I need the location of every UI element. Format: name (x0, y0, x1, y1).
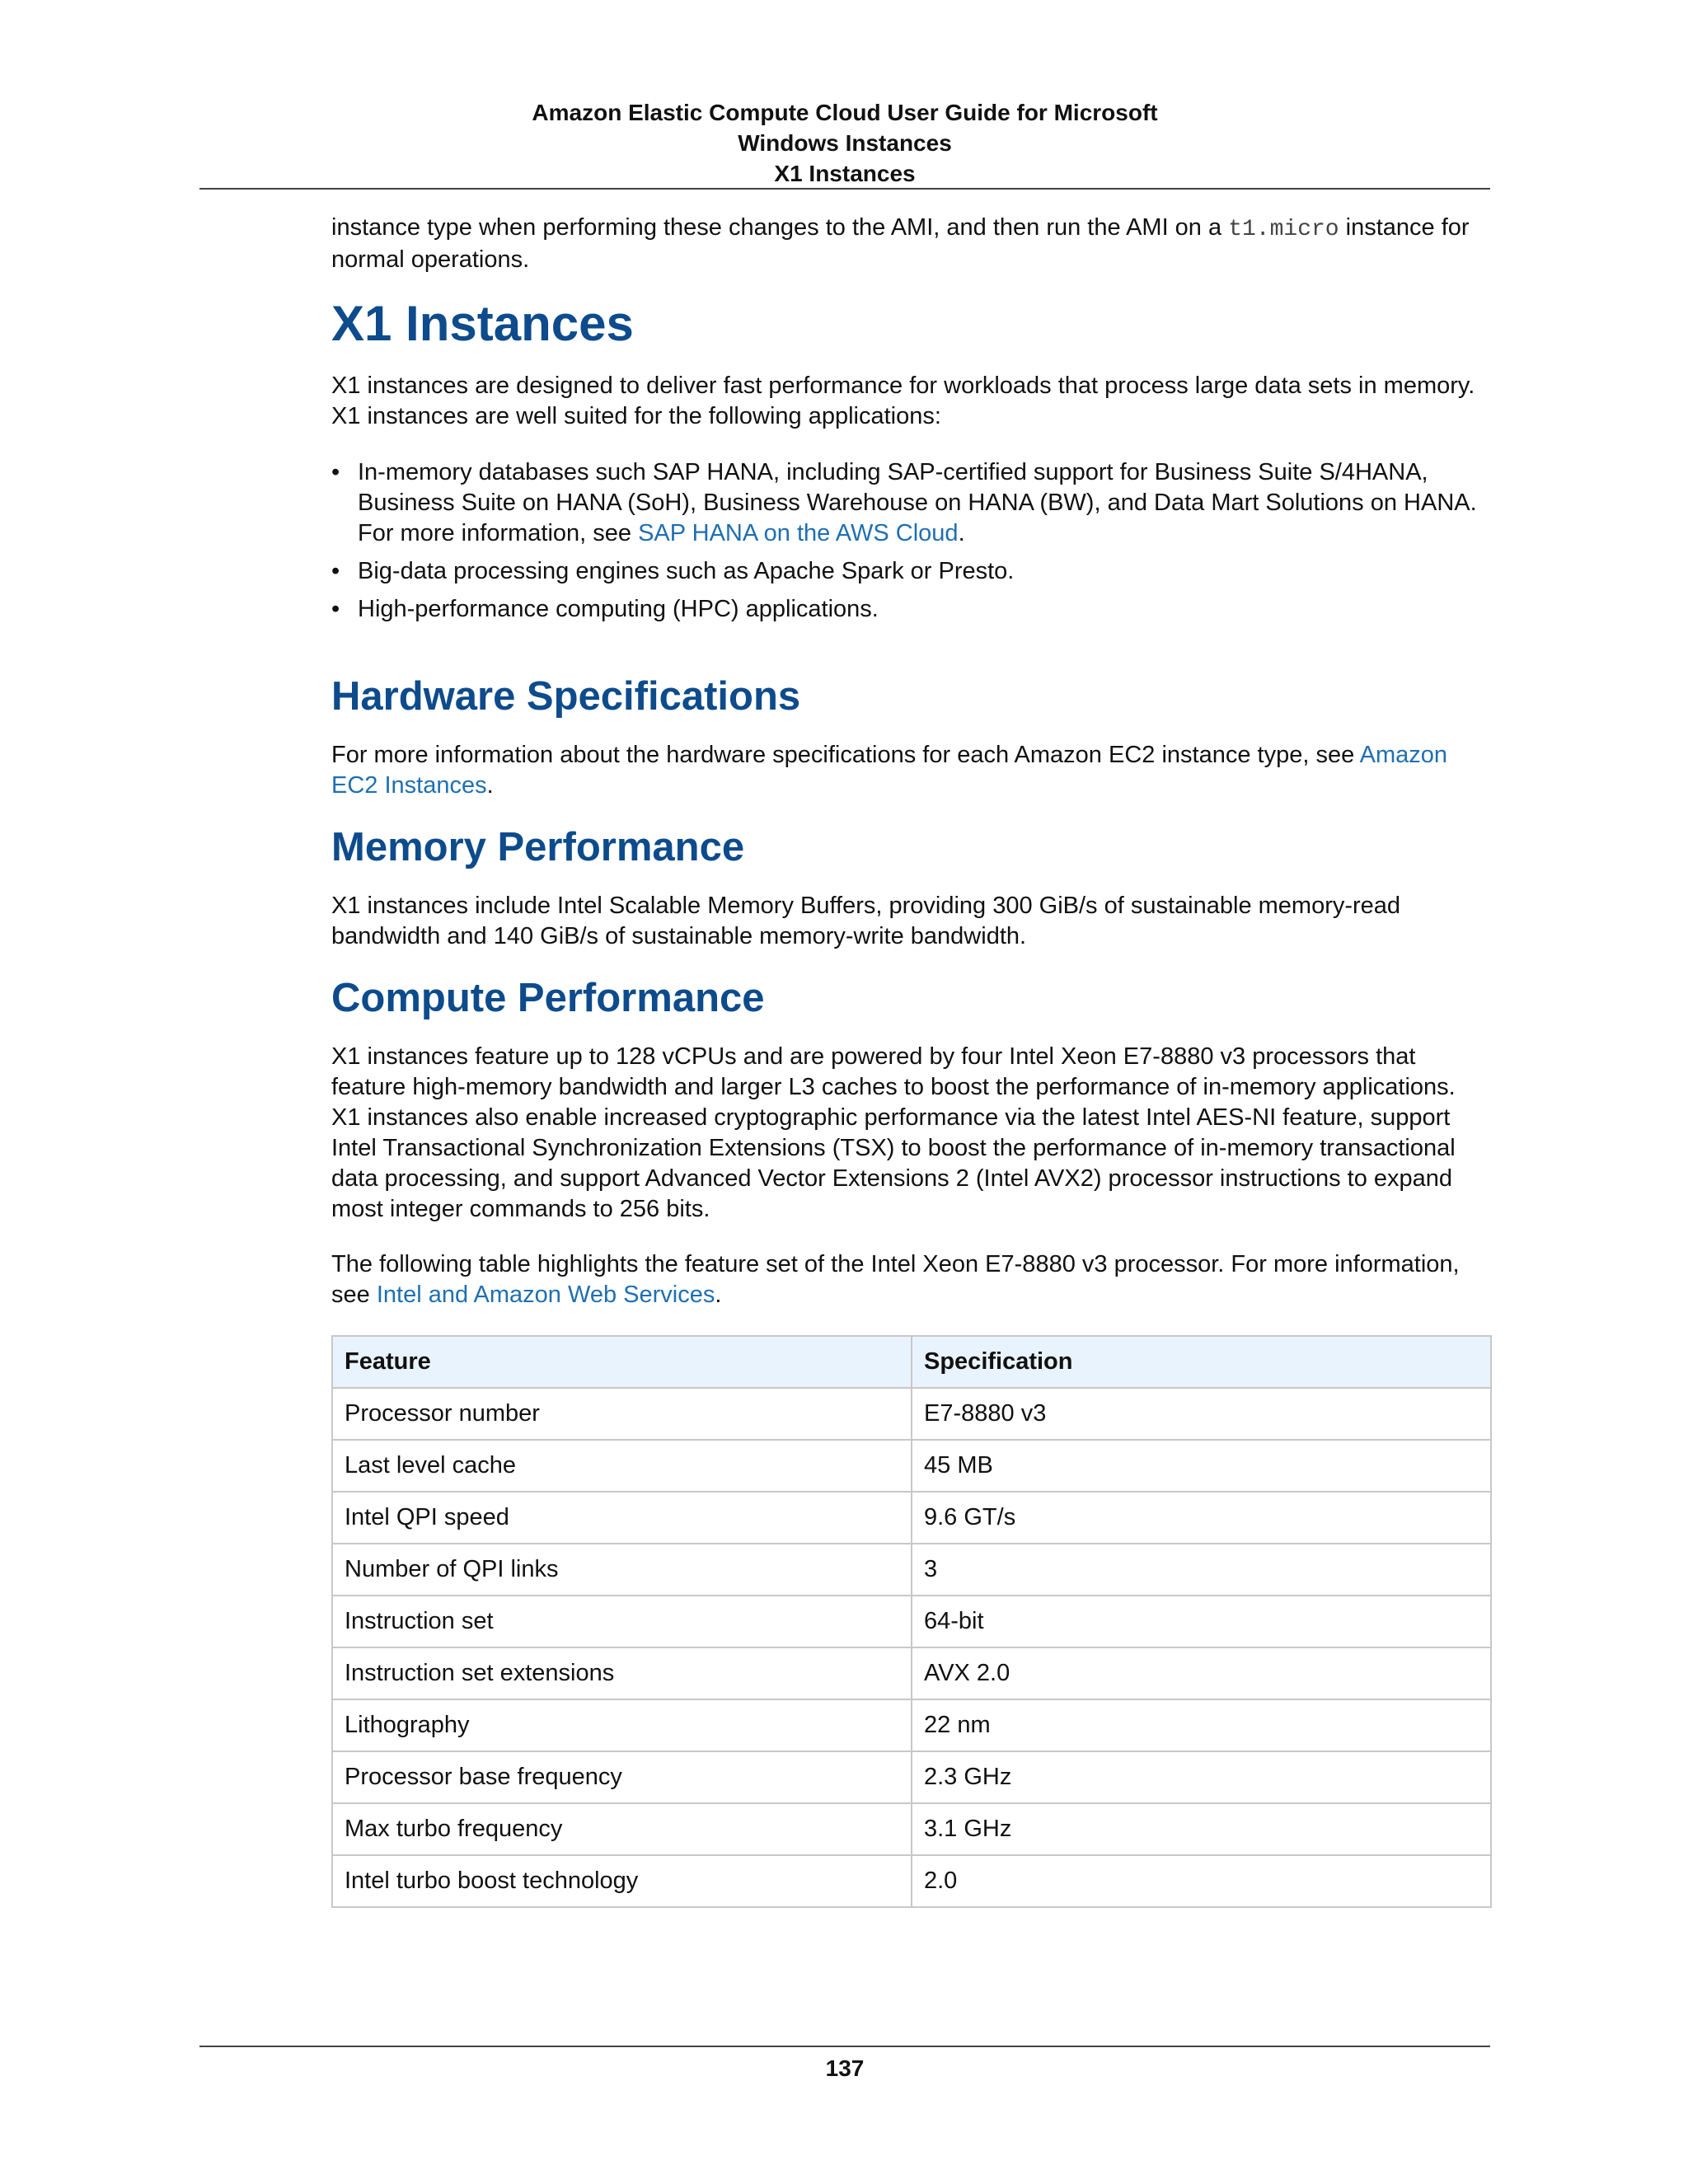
feature-cell: Intel turbo boost technology (332, 1855, 912, 1907)
compute-heading: Compute Performance (331, 976, 765, 1020)
table-row (332, 1388, 1491, 1440)
table-row (332, 1647, 1491, 1699)
specification-cell: 3 (912, 1544, 1491, 1596)
bullet-icon: • (331, 459, 340, 485)
memory-paragraph: X1 instances include Intel Scalable Memory Buffers, providing 300 GiB/s of sustainable memory-read bandwidth and 140 GiB/s of sustainable memory-write bandwidth. (331, 893, 1401, 949)
sap-hana-link[interactable]: SAP HANA on the AWS Cloud (638, 520, 959, 546)
feature-cell: Processor number (332, 1388, 912, 1440)
intro-paragraph (331, 213, 1490, 275)
feature-cell: Instruction set (332, 1596, 912, 1647)
x1-description: X1 instances are designed to deliver fast performance for workloads that process large data sets in memory. X1 instances are well suited for the following applications: (331, 373, 1475, 429)
header-guide-title: Amazon Elastic Compute Cloud User Guide for Microsoft (532, 100, 1158, 125)
intro-text-end: instance for normal operations. (331, 214, 1470, 273)
hardware-heading: Hardware Specifications (331, 674, 801, 719)
specification-cell: E7-8880 v3 (912, 1388, 1491, 1440)
table-row (332, 1492, 1491, 1544)
table-header-row (332, 1336, 1491, 1388)
table-intro-text: The following table highlights the feature set of the Intel Xeon E7-8880 v3 processor. For more information, see (331, 1251, 1460, 1308)
feature-cell: Intel QPI speed (332, 1492, 912, 1544)
page-title: X1 Instances (331, 296, 634, 351)
intro-text-start: instance type when performing these changes to the AMI, and then run the AMI on a (331, 214, 1229, 241)
header-divider (199, 188, 1490, 190)
table-row (332, 1855, 1491, 1907)
specification-cell: 3.1 GHz (912, 1803, 1491, 1855)
table-row (332, 1440, 1491, 1492)
bullet-icon: • (331, 558, 340, 584)
specification-cell: 2.3 GHz (912, 1751, 1491, 1803)
list-item-text: High-performance computing (HPC) applications. (358, 596, 879, 622)
column-header-feature: Feature (332, 1336, 912, 1388)
table-row (332, 1544, 1491, 1596)
column-header-specification: Specification (912, 1336, 1491, 1388)
list-item-text: In-memory databases such SAP HANA, including SAP-certified support for Business Suite S/4HANA, Business Suite on HANA (SoH), Business Warehouse on HANA (BW), and Data Mart Solutions on HANA. For more information, see (358, 459, 1477, 546)
specification-cell: 64-bit (912, 1596, 1491, 1647)
page-content (331, 213, 1490, 1908)
footer-divider (199, 2046, 1490, 2047)
table-row (332, 1699, 1491, 1751)
applications-list (331, 457, 1490, 625)
table-row (332, 1596, 1491, 1647)
hardware-text: For more information about the hardware specifications for each Amazon EC2 instance type, see (331, 742, 1360, 768)
intel-aws-link[interactable]: Intel and Amazon Web Services (376, 1282, 715, 1308)
header-section-title: X1 Instances (774, 161, 916, 186)
hardware-text-end: . (486, 772, 494, 799)
specification-cell: 9.6 GT/s (912, 1492, 1491, 1544)
table-intro-paragraph (331, 1249, 1490, 1310)
header-guide-subtitle: Windows Instances (738, 130, 952, 156)
bullet-icon: • (331, 596, 340, 622)
feature-cell: Number of QPI links (332, 1544, 912, 1596)
amazon-ec2-instances-link[interactable]: Amazon EC2 Instances (331, 742, 1448, 799)
specification-cell: 45 MB (912, 1440, 1491, 1492)
list-item (331, 594, 1490, 625)
specification-cell: 2.0 (912, 1855, 1491, 1907)
table-row (332, 1803, 1491, 1855)
compute-paragraph: X1 instances feature up to 128 vCPUs and are powered by four Intel Xeon E7-8880 v3 processors that feature high-memory bandwidth and larger L3 caches to boost the performance of in-memory applications. X1 instances also enable increased cryptographic performance via the latest Intel AES-NI feature, support Intel Transactional Synchronization Extensions (TSX) to boost the performance of in-memory transactional data processing, and support Advanced Vector Extensions 2 (Intel AVX2) processor instructions to expand most integer commands to 256 bits. (331, 1043, 1456, 1222)
feature-cell: Processor base frequency (332, 1751, 912, 1803)
feature-cell: Lithography (332, 1699, 912, 1751)
list-item (331, 556, 1490, 587)
feature-cell: Last level cache (332, 1440, 912, 1492)
table-intro-text-end: . (715, 1282, 722, 1308)
page-number: 137 (825, 2055, 865, 2081)
instance-type-code: t1.micro (1228, 217, 1339, 242)
running-header (199, 97, 1490, 189)
processor-spec-table (331, 1335, 1492, 1908)
memory-heading: Memory Performance (331, 825, 745, 869)
specification-cell: 22 nm (912, 1699, 1491, 1751)
hardware-paragraph (331, 740, 1490, 801)
table-row (332, 1751, 1491, 1803)
list-item (331, 457, 1490, 549)
feature-cell: Instruction set extensions (332, 1647, 912, 1699)
list-item-text: Big-data processing engines such as Apache Spark or Presto. (358, 558, 1015, 584)
list-item-text-end: . (958, 520, 965, 546)
specification-cell: AVX 2.0 (912, 1647, 1491, 1699)
feature-cell: Max turbo frequency (332, 1803, 912, 1855)
